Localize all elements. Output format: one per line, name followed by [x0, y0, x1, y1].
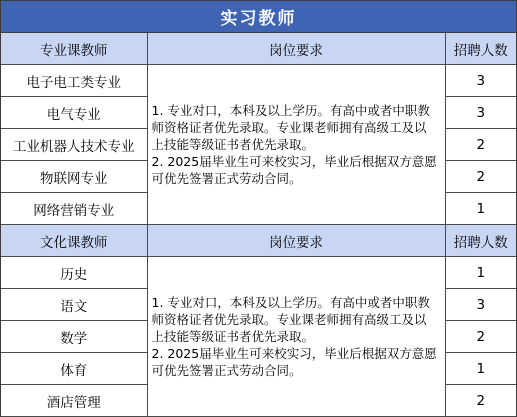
- table-row: [1, 257, 516, 289]
- section-header-row: [1, 33, 516, 65]
- hire-count: 3: [445, 289, 516, 321]
- requirements-cell: [147, 65, 445, 225]
- header-requirements: 岗位要求: [147, 33, 445, 65]
- subject-name: 历史: [1, 257, 147, 289]
- subject-name: 语文: [1, 289, 147, 321]
- subject-name: 物联网专业: [1, 161, 147, 193]
- header-count: 招聘人数: [445, 33, 516, 65]
- subject-name: 酒店管理: [1, 385, 147, 417]
- hire-count: 2: [445, 129, 516, 161]
- subject-name: 电气专业: [1, 97, 147, 129]
- hire-count: 3: [445, 97, 516, 129]
- header-requirements: 岗位要求: [147, 225, 445, 257]
- hire-count: 2: [445, 321, 516, 353]
- hire-count: 1: [445, 257, 516, 289]
- header-category: 文化课教师: [1, 225, 147, 257]
- requirement-line-2: 2. 2025届毕业生可来校实习，毕业后根据双方意愿可优先签署正式劳动合同。: [151, 154, 437, 186]
- hire-count: 3: [445, 65, 516, 97]
- subject-name: 数学: [1, 321, 147, 353]
- sheet-title: 实习教师: [1, 1, 516, 33]
- subject-name: 电子电工类专业: [1, 65, 147, 97]
- hire-count: 1: [445, 353, 516, 385]
- requirements-cell: [147, 257, 445, 417]
- hire-count: 2: [445, 385, 516, 417]
- requirement-line-2: 2. 2025届毕业生可来校实习，毕业后根据双方意愿可优先签署正式劳动合同。: [151, 346, 437, 378]
- table-row: [1, 65, 516, 97]
- subject-name: 工业机器人技术专业: [1, 129, 147, 161]
- section-header-row: [1, 225, 516, 257]
- subject-name: 体育: [1, 353, 147, 385]
- hire-count: 2: [445, 161, 516, 193]
- header-count: 招聘人数: [445, 225, 516, 257]
- requirement-line-1: 1. 专业对口，本科及以上学历。有高中或者中职教师资格证者优先录取。专业课老师拥有高级工及以上技能等级证书者优先录取。: [151, 103, 430, 152]
- hire-count: 1: [445, 193, 516, 225]
- subject-name: 网络营销专业: [1, 193, 147, 225]
- header-category: 专业课教师: [1, 33, 147, 65]
- recruitment-table: [1, 33, 516, 417]
- requirement-line-1: 1. 专业对口，本科及以上学历。有高中或者中职教师资格证者优先录取。专业课老师拥有高级工及以上技能等级证书者优先录取。: [151, 295, 430, 344]
